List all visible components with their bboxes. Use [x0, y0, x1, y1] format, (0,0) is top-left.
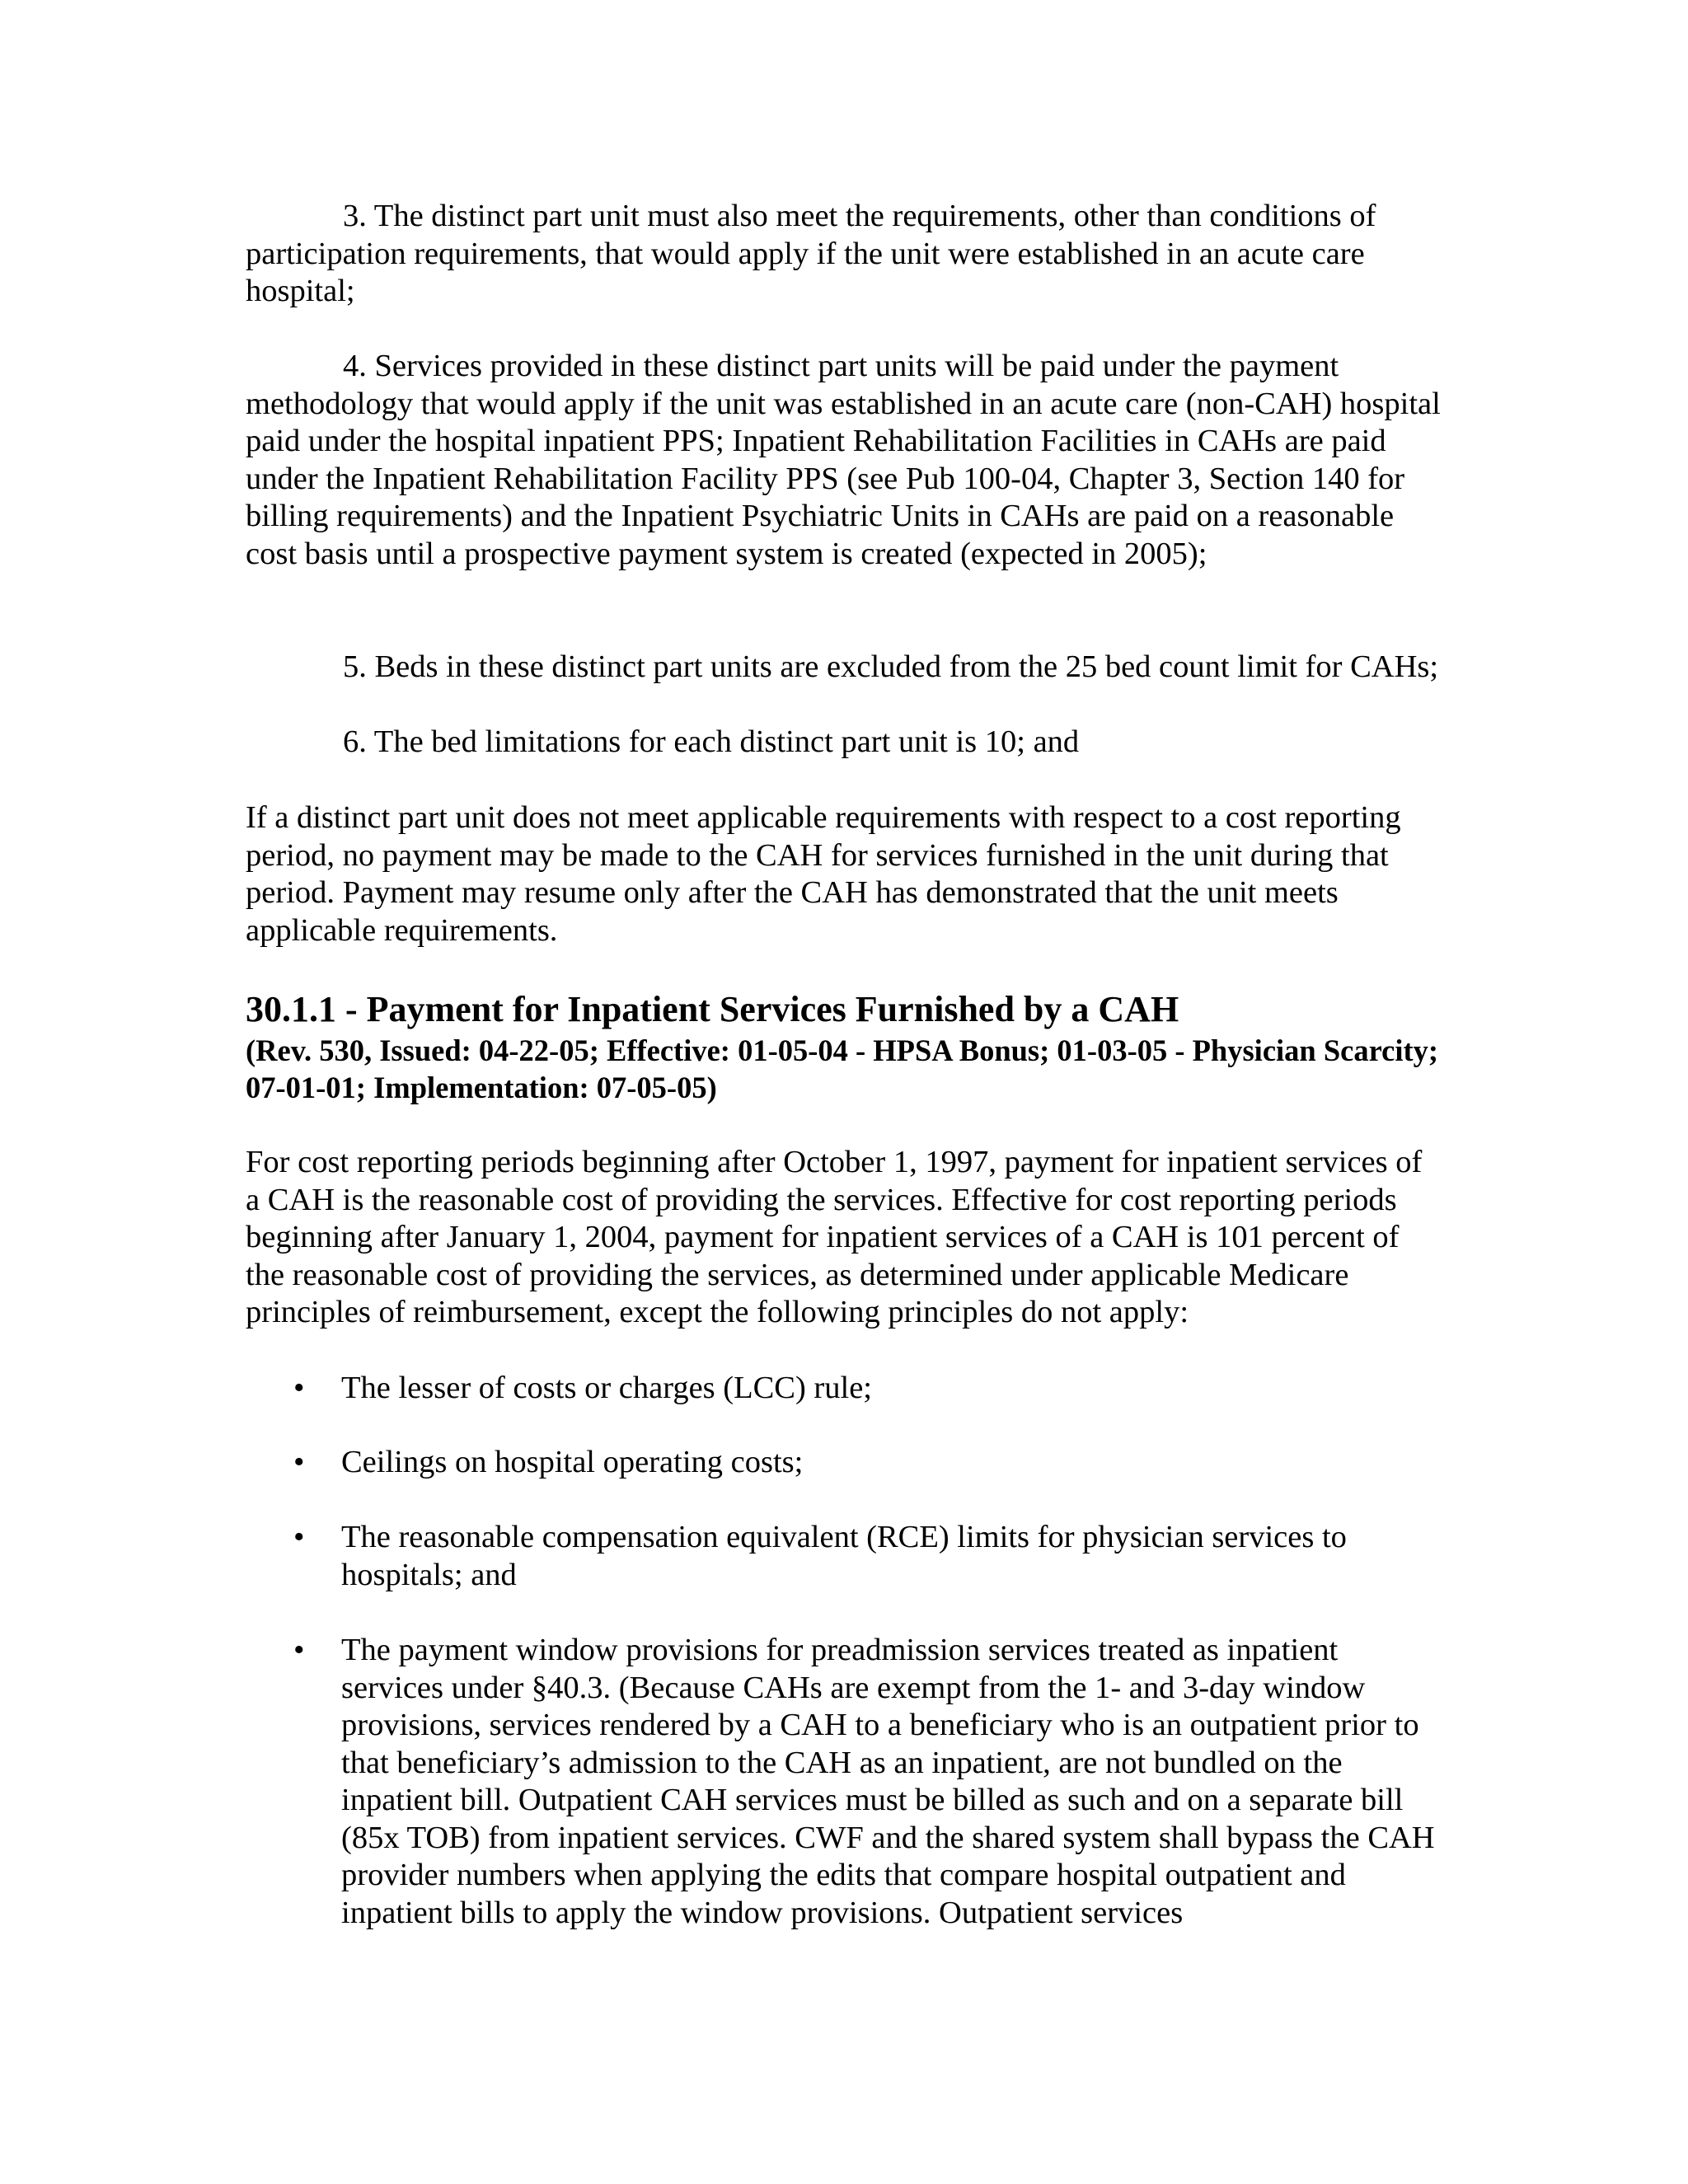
section-revision-note: (Rev. 530, Issued: 04-22-05; Effective: 01-05-04 - HPSA Bonus; 01-03-05 - Physician Scarcity; 07-01-01; Implementation: 07-05-05) [246, 1033, 1439, 1104]
bullet-text: The lesser of costs or charges (LCC) rule; [341, 1371, 872, 1405]
list-item-4 [246, 348, 1441, 573]
list-item [293, 1519, 1446, 1594]
bullet-text: The reasonable compensation equivalent (RCE) limits for physician services to hospitals; and [341, 1520, 1347, 1592]
list-item-5-lead: 5. Beds in these distinct part units are excluded from the 25 bed count limit for [343, 649, 1343, 684]
bullet-icon: • [293, 1633, 305, 1667]
list-item [293, 1632, 1446, 1932]
bullet-text: Ceilings on hospital operating costs; [341, 1445, 804, 1479]
list-item-3 [246, 198, 1441, 311]
section-title: 30.1.1 - Payment for Inpatient Services Furnished by a CAH [246, 989, 1179, 1029]
list-item-6-lead: 6. The bed limitations for each distinct part unit is 10; and [343, 724, 1080, 759]
list-item [293, 1370, 1446, 1408]
list-item-4-text: methodology that would apply if the unit was established in an acute care (non-CAH) hospital paid under the hospital inpatient PPS; Inpatient Rehabilitation Facilities in CAHs are paid under the Inpatient Rehabilitation Facility PPS (see Pub 100-04, Chapter 3, Section 140 for billing requirements) and the Inpatient Psychiatric Units in CAHs are paid on a reasonable cost basis until a prospective payment system is created (expected in 2005); [246, 386, 1441, 571]
list-item-5-text: CAHs; [1350, 649, 1439, 684]
distinct-part-paragraph: If a distinct part unit does not meet applicable requirements with respect to a cost reporting period, no payment may be made to the CAH for services furnished in the unit during that period. Payment may resume only after the CAH has demonstrated that the unit meets applicable requirements. [246, 800, 1401, 948]
list-item [293, 1444, 1446, 1482]
list-item-6 [246, 724, 1441, 762]
list-item-5 [246, 649, 1441, 687]
bullet-icon: • [293, 1371, 305, 1405]
bullet-icon: • [293, 1445, 305, 1479]
list-item-4-lead: 4. Services provided in these distinct part units will be paid under the payment [343, 349, 1339, 383]
list-item-3-lead: 3. The distinct part unit must also meet the requirements, other than conditions of [343, 199, 1376, 233]
bullet-text: The payment window provisions for preadmission services treated as inpatient services under §40.3. (Because CAHs are exempt from the 1- and 3-day window provisions, services rendered by a CAH to a beneficiary who is an outpatient prior to that beneficiary’s admission to the CAH as an inpatient, are not bundled on the inpatient bill. Outpatient CAH services must be billed as such and on a separate bill (85x TOB) from inpatient services. CWF and the shared system shall bypass the CAH provider numbers when applying the edits that compare hospital outpatient and inpatient bills to apply the window provisions. Outpatient services [341, 1633, 1435, 1930]
list-item-3-text: participation requirements, that would apply if the unit were established in an acute care hospital; [246, 236, 1365, 308]
bullet-icon: • [293, 1520, 305, 1554]
cost-paragraph: For cost reporting periods beginning after October 1, 1997, payment for inpatient services of a CAH is the reasonable cost of providing the services. Effective for cost reporting periods beginning after January 1, 2004, payment for inpatient services of a CAH is 101 percent of the reasonable cost of providing the services, as determined under applicable Medicare principles of reimbursement, except the following principles do not apply: [246, 1145, 1423, 1329]
